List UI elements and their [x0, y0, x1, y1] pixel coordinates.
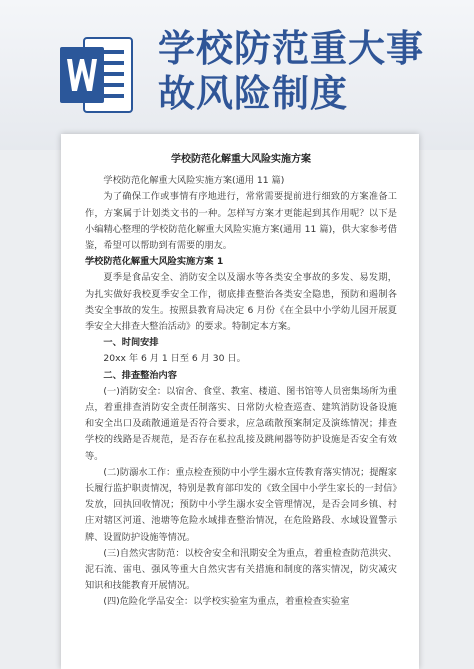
paragraph-intro-2: 为了确保工作或事情有序地进行，常常需要提前进行细致的方案准备工作，方案属于计划类文书的一种。怎样写方案才更能起到其作用呢？以下是小编精心整理的学校防范化解重大风险实施方案(通用 11 篇)，供大家参考借鉴，希望可以帮助到有需要的朋友。 — [85, 191, 397, 252]
heading-time: 一、时间安排 — [103, 337, 159, 349]
item-drowning: (二)防溺水工作：重点检查预防中小学生溺水宣传教育落实情况；提醒家长履行监护职责情况，特别是教育部印发的《致全国中小学生家长的一封信》发放，回执回收情况；预防中小学生溺水安全管理情况，是否会同乡镇、村庄对辖区河道、池塘等危险水域排查整治情况，在危险路段、水域设置警示牌、设置防护设施等情况。 — [85, 466, 397, 543]
paragraph-time: 20xx 年 6 月 1 日至 6 月 30 日。 — [103, 353, 246, 365]
heading-content: 二、排查整治内容 — [103, 369, 177, 381]
doc-heading: 学校防范化解重大风险实施方案 — [171, 154, 311, 165]
document-page — [61, 134, 419, 669]
document-body — [85, 152, 397, 611]
word-document-icon — [58, 34, 136, 116]
document-title-banner: 学校防范重大事故风险制度 — [158, 27, 424, 115]
paragraph-intro-1: 学校防范化解重大风险实施方案(通用 11 篇) — [103, 175, 285, 187]
item-natural-disaster: (三)自然灾害防范：以校舍安全和汛期安全为重点，着重检查防范洪灾、泥石流、雷电、强风等重大自然灾害有关措施和制度的落实情况，防灾减灾知识和技能教育开展情况。 — [85, 547, 397, 592]
item-fire-safety: (一)消防安全：以宿舍、食堂、教室、楼道、图书馆等人员密集场所为重点，着重排查消防安全责任制落实、日常防火检查巡查、建筑消防设备设施和安全出口及疏散通道是否符合要求，应急疏散预案制定及演练情况；排查学校的线路是否规范，是否存在私拉乱接及跳闸器等防护设施是否安全有效等。 — [85, 385, 397, 462]
paragraph-summer: 夏季是食品安全、消防安全以及溺水等各类安全事故的多发、易发期，为扎实做好我校夏季安全工作，彻底排查整治各类安全隐患，预防和遏制各类安全事故的发生。按照县教育局决定 6 月份《在全县中小学幼儿园开展夏季安全大排查大整治活动》的要求。特制定本方案。 — [85, 272, 397, 333]
section-title-1: 学校防范化解重大风险实施方案 1 — [85, 256, 224, 268]
item-chemical-safety: (四)危险化学品安全：以学校实验室为重点，着重检查实验室 — [103, 596, 350, 608]
